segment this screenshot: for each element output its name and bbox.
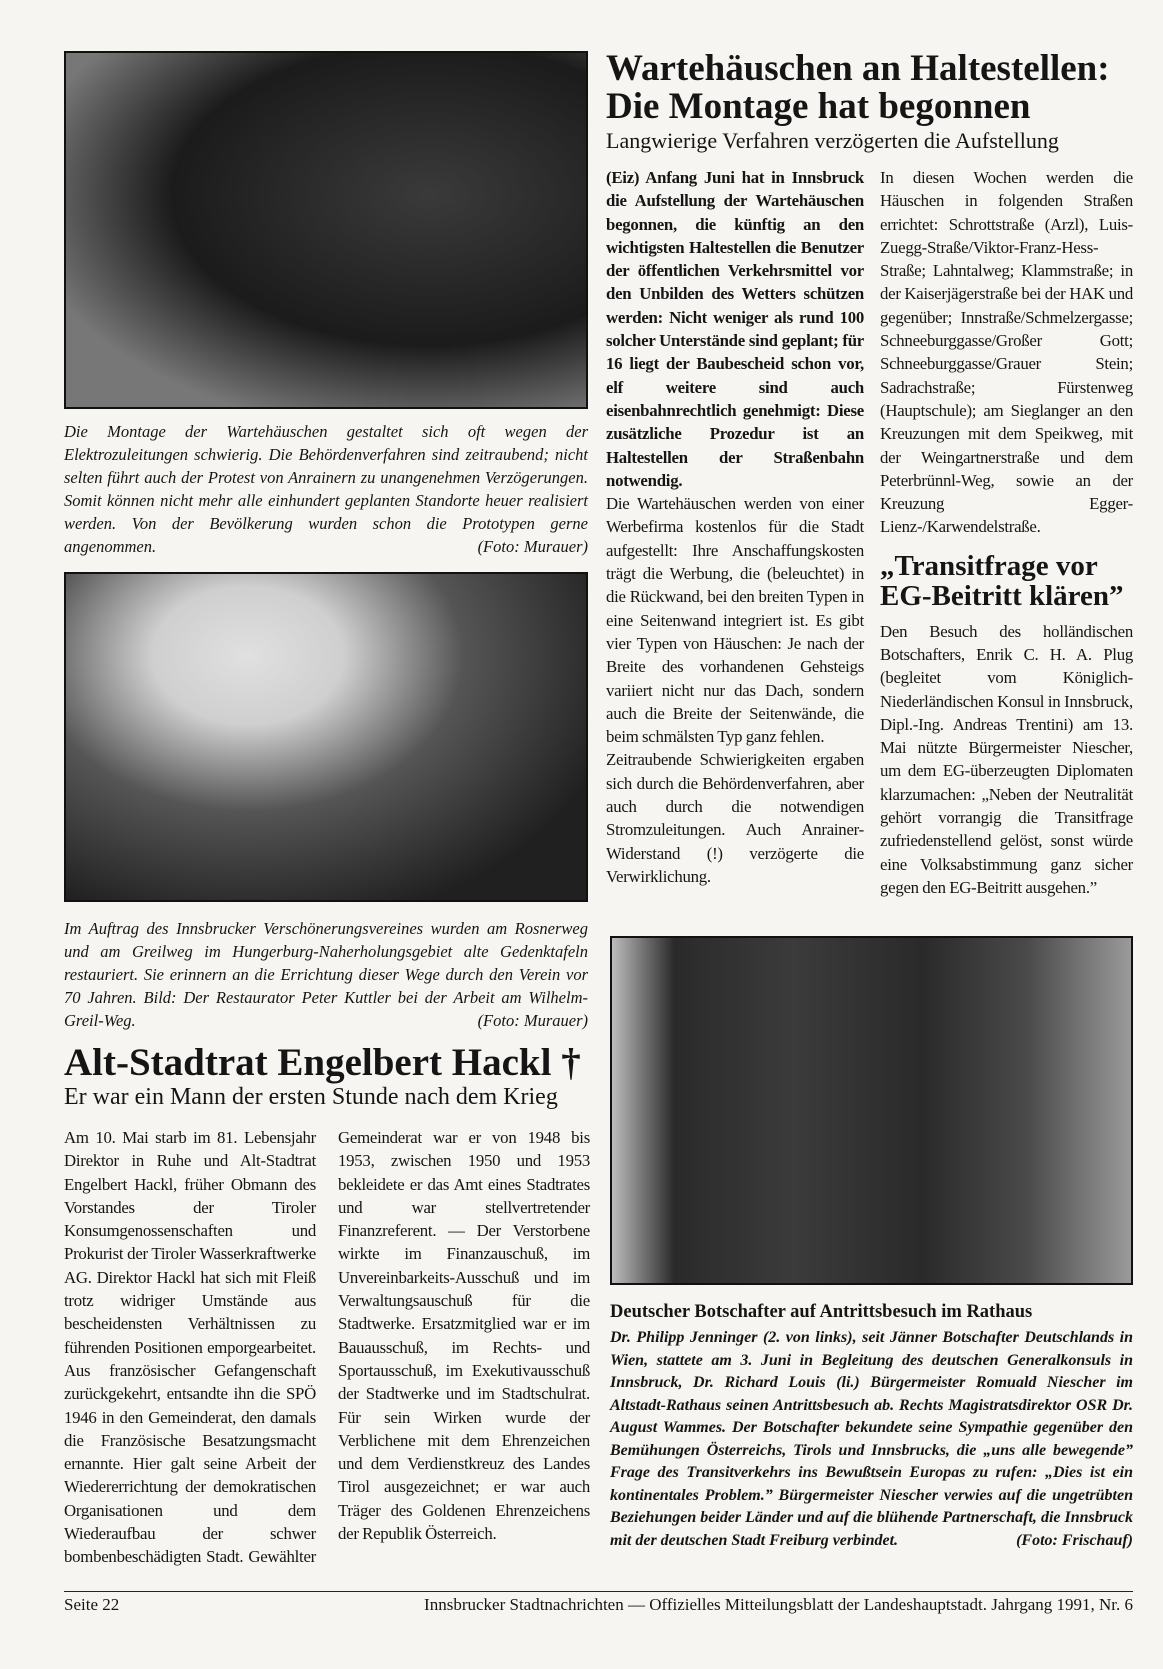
photo-credit: (Foto: Murauer) <box>477 537 588 556</box>
warte-headline-line1: Wartehäuschen an Haltestellen: <box>606 48 1110 89</box>
photo-credit: (Foto: Frischauf) <box>1016 1531 1133 1549</box>
footer-rule <box>64 1591 1133 1592</box>
caption-botschafter <box>610 1327 1133 1552</box>
warte-column-2 <box>880 166 1133 899</box>
transit-headline-line2: EG-Beitritt klären” <box>880 580 1124 613</box>
caption-montage <box>64 420 588 558</box>
transit-headline <box>880 551 1133 612</box>
page-number: Seite 22 <box>64 1595 120 1614</box>
caption-text: Dr. Philipp Jenninger (2. von links), seit Jänner Botschafter Deutschlands in Wien, stattete am 3. Juni in Begleitung des deutschen Generalkonsuls in Innsbruck, Dr. Richard Louis (li.) Bürgermeister Romuald Niescher im Altstadt-Rathaus seinen Antrittsbesuch ab. Rechts Magistratsdirektor OSR Dr. August Wammes. Der Botschafter bekundete seine Sympathie gegenüber den Bemühungen Österreichs, Tirols und Innsbrucks, die „uns alle bewegende” Frage des Transitverkehrs ins Bewußtsein Europas zu rufen: „Dies ist ein kontinentales Problem.” Bürgermeister Niescher verwies auf die ungetrübten Beziehungen beider Länder und auf die blühende Partnerschaft, die Innsbruck mit der deutschen Stadt Freiburg verbindet. <box>610 1329 1133 1549</box>
footer-masthead: Innsbrucker Stadtnachrichten — Offizielles Mitteilungsblatt der Landeshauptstadt. Jahrgang 1991, Nr. 6 <box>424 1595 1133 1614</box>
transit-headline-line1: „Transitfrage vor <box>880 549 1098 582</box>
caption-botschafter-title: Deutscher Botschafter auf Antrittsbesuch im Rathaus <box>610 1302 1033 1322</box>
hackl-article-body: Am 10. Mai starb im 81. Lebensjahr Direktor in Ruhe und Alt-Stadtrat Engelbert Hackl, früher Obmann des Vorstandes der Tiroler Konsumgenossenschaften und Prokurist der Tiroler Wasserkraftwerke AG. Direktor Hackl hat sich mit Fleiß trotz widriger Umstände aus bescheidensten Verhältnissen zu führenden Positionen emporgearbeitet. Aus französischer Gefangenschaft zurückgekehrt, entsandte ihn die SPÖ 1946 in den Gemeinderat, den damals die Französische Besatzungsmacht ernannte. Hier galt seine Arbeit der Wiedererrichtung der demokratischen Organisationen und dem Wiederaufbau der schwer bombenbeschädigten Stadt. Gewählter Gemeinderat war er von 1948 bis 1953, zwischen 1950 und 1953 bekleidete er das Amt eines Stadtrates und war stellvertretender Finanzreferent. — Der Verstorbene wirkte im Finanzauschuß, im Unvereinbarkeits-Ausschuß und im Verwaltungsauschuß für die Stadtwerke. Ersatzmitglied war er im Bauausschuß, im Rechts- und Sportausschuß, im Exekutivausschuß der Stadtwerke und im Stadtschulrat. Für sein Wirken wurde der Verblichene mit dem Ehrenzeichen und dem Verdienstkreuz des Landes Tirol ausgezeichnet; er war auch Träger des Goldenen Ehrenzeichens der Republik Österreich. <box>64 1128 590 1567</box>
warte-paragraph: Zeitraubende Schwierigkeiten ergaben sich durch die Behördenverfahren, aber auch durch die notwendigen Stromzuleitungen. Auch Anrainer-Widerstand (!) verzögerte die Verwirklichung. <box>606 750 864 886</box>
photo-botschafter-rathaus <box>610 936 1133 1285</box>
photo-restaurator-greilweg <box>64 572 588 902</box>
photo-credit: (Foto: Murauer) <box>477 1011 588 1030</box>
warte-headline-line2: Die Montage hat begonnen <box>606 86 1031 127</box>
hackl-subheadline: Er war ein Mann der ersten Stunde nach dem Krieg <box>64 1084 558 1110</box>
caption-text: Im Auftrag des Innsbrucker Verschönerungsvereines wurden am Rosnerweg und am Greilweg im Hungerburg-Naherholungsgebiet alte Gedenktafeln restauriert. Sie erinnern an die Errichtung dieser Wege durch den Verein vor 70 Jahren. Bild: Der Restaurator Peter Kuttler bei der Arbeit am Wilhelm-Greil-Weg. <box>64 919 588 1030</box>
warte-lead: (Eiz) Anfang Juni hat in Innsbruck die Aufstellung der Wartehäuschen begonnen, die künftig an den wichtigsten Haltestellen die Benutzer der öffentlichen Verkehrsmittel vor den Unbilden des Wetters schützen werden: Nicht weniger als rund 100 solcher Unterstände sind geplant; für 16 liegt der Baubescheid schon vor, elf weitere sind auch eisenbahnrechtlich genehmigt: Diese zusätzliche Prozedur ist an Haltestellen der Straßenbahn notwendig. <box>606 168 864 490</box>
transit-article-body: Den Besuch des holländischen Botschafters, Enrik C. H. A. Plug (begleitet vom Königlich-Niederländischen Konsul in Innsbruck, Dipl.-Ing. Andreas Trentini) am 13. Mai nützte Bürgermeister Niescher, um dem EG-überzeugten Diplomaten klarzumachen: „Neben der Neutralität gehört vorrangig die Transitfrage zufriedenstellend gelöst, sonst würde eine Volksabstimmung ganz sicher gegen den EG-Beitritt ausgehen.” <box>880 621 1133 897</box>
warte-column-1 <box>606 166 864 888</box>
hackl-headline: Alt-Stadtrat Engelbert Hackl † <box>64 1041 581 1084</box>
caption-text: Die Montage der Wartehäuschen gestaltet sich oft wegen der Elektrozuleitungen schwierig. Die Behördenverfahren sind zeitraubend; nicht selten führt auch der Protest von Anrainern zu unangenehmen Verzögerungen. Somit können nicht mehr alle einhundert geplanten Standorte heuer realisiert werden. Von der Bevölkerung wurden schon die Prototypen gerne angenommen. <box>64 422 588 556</box>
warte-paragraph: Die Wartehäuschen werden von einer Werbefirma kostenlos für die Stadt aufgestellt: Ihre Anschaffungskosten trägt die Werbung, die (beleuchtet) in die Rückwand, bei den breiten Typen in eine Seitenwand integriert ist. Es gibt vier Typen von Häuschen: Je nach der Breite des vorhandenen Gehsteigs variiert nicht nur das Dach, sondern auch die Breite der Seitenwände, die beim schmälsten Typ ganz fehlen. <box>606 494 864 747</box>
caption-restaurator <box>64 917 588 1032</box>
photo-wartehaeuschen-montage <box>64 51 588 409</box>
warte-street-list: In diesen Wochen werden die Häuschen in folgenden Straßen errichtet: Schrottstraße (Arzl), Luis-Zuegg-Straße/Viktor-Franz-Hess-Straße; Lahntalweg; Klammstraße; in der Kaiserjägerstraße bei der HAK und gegenüber; Innstraße/Schmelzergasse; Schneeburggasse/Großer Gott; Schneeburggasse/Grauer Stein; Sadrachstraße; Fürstenweg (Hauptschule); am Sieglanger an den Kreuzungen mit dem Speikweg, mit der Weingartnerstraße und dem Peterbrünnl-Weg, sowie an der Kreuzung Egger-Lienz-/Karwendelstraße. <box>880 168 1133 537</box>
warte-subheadline: Langwierige Verfahren verzögerten die Aufstellung <box>606 128 1059 153</box>
